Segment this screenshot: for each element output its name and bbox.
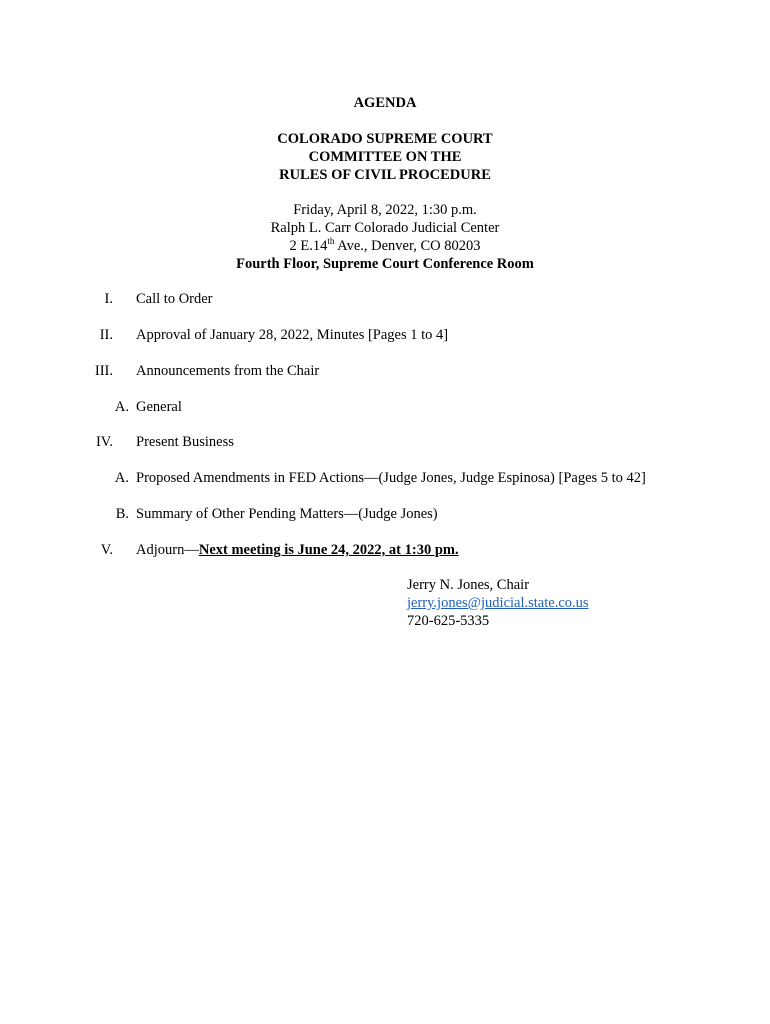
address-prefix: 2 E.14 — [289, 238, 328, 254]
item-number: IV. — [95, 434, 113, 450]
subitem-letter: A. — [114, 399, 129, 415]
item-text: Approval of January 28, 2022, Minutes [Pages 1 to 4] — [136, 327, 449, 343]
meeting-room: Fourth Floor, Supreme Court Conference Room — [236, 256, 534, 272]
adjourn-label: Adjourn— — [136, 542, 199, 558]
meeting-venue: Ralph L. Carr Colorado Judicial Center — [270, 220, 500, 236]
agenda-heading: AGENDA — [353, 95, 417, 111]
address-suffix: Ave., Denver, CO 80203 — [334, 238, 481, 254]
subitem-text: General — [136, 399, 182, 415]
item-text: Announcements from the Chair — [136, 363, 320, 379]
committee-line: COMMITTEE ON THE — [308, 149, 462, 165]
subitem-text: Summary of Other Pending Matters—(Judge Jones) — [136, 506, 438, 522]
meeting-address — [0, 238, 770, 255]
adjourn-line — [136, 542, 459, 559]
item-number: II. — [99, 327, 113, 343]
chair-email-row — [407, 595, 589, 612]
chair-email-link[interactable]: jerry.jones@judicial.state.co.us — [407, 595, 589, 611]
chair-name: Jerry N. Jones, Chair — [407, 577, 530, 593]
subitem-letter: B. — [115, 506, 129, 522]
meeting-date: Friday, April 8, 2022, 1:30 p.m. — [293, 202, 477, 218]
court-name: COLORADO SUPREME COURT — [277, 131, 493, 147]
item-text: Present Business — [136, 434, 234, 450]
rules-line: RULES OF CIVIL PROCEDURE — [279, 167, 491, 183]
next-meeting-notice: Next meeting is June 24, 2022, at 1:30 pm. — [198, 542, 459, 558]
item-number: III. — [94, 363, 113, 379]
item-text: Call to Order — [136, 291, 213, 307]
address-ordinal: th — [327, 236, 335, 247]
item-number: V. — [100, 542, 113, 558]
item-number: I. — [104, 291, 113, 307]
subitem-text: Proposed Amendments in FED Actions—(Judge Jones, Judge Espinosa) [Pages 5 to 42] — [136, 470, 646, 486]
subitem-letter: A. — [114, 470, 129, 486]
chair-phone: 720-625-5335 — [407, 613, 490, 629]
